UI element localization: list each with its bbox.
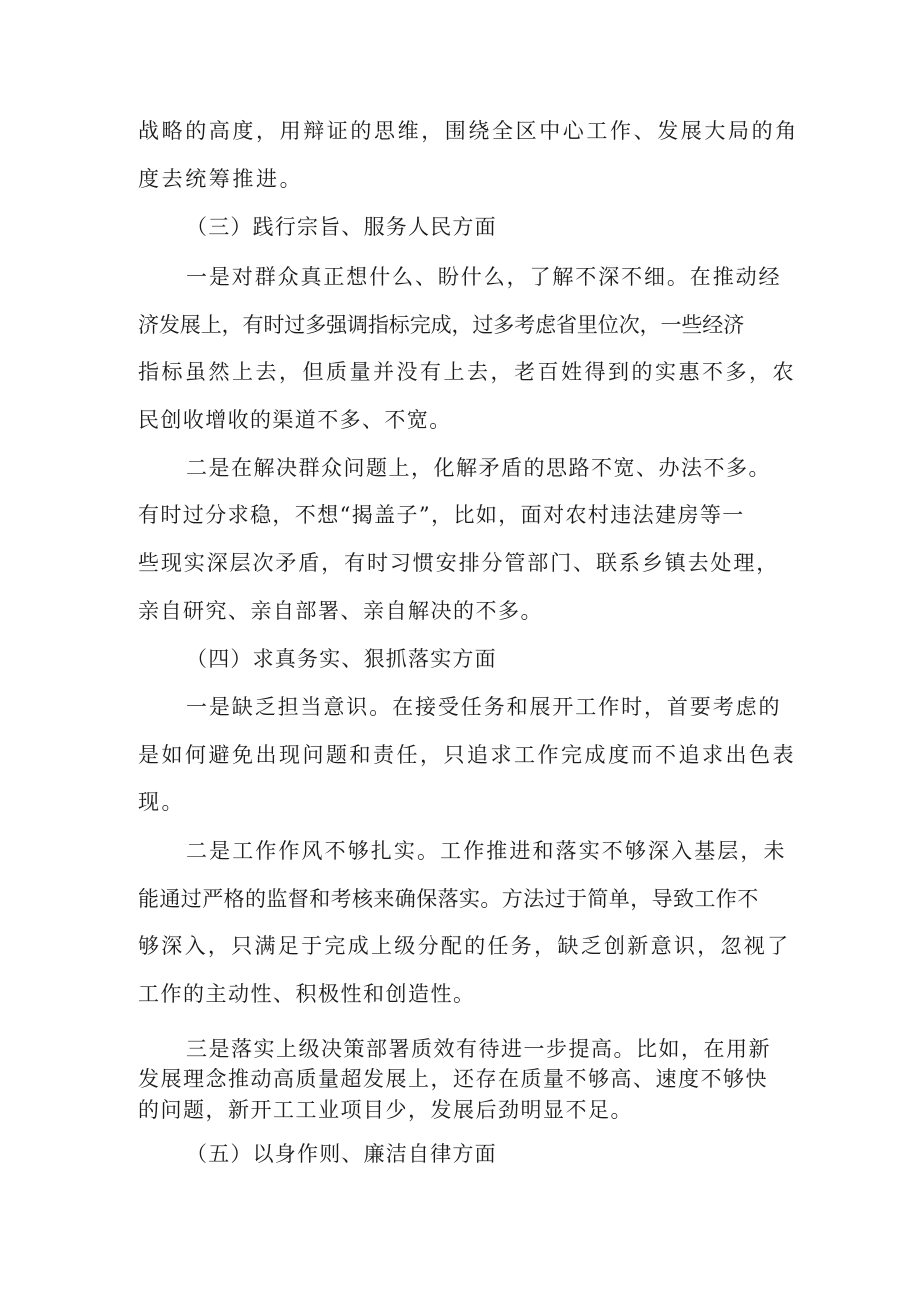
text-line: 指标虽然上去，但质量并没有上去，老百姓得到的实惠不多，农	[138, 360, 796, 384]
text-line: 够深入，只满足于完成上级分配的任务，缺乏创新意识，忽视了	[138, 934, 791, 958]
section-heading-5: （五）以身作则、廉洁自律方面	[186, 1142, 497, 1166]
text-line: 现。	[138, 790, 185, 814]
text-line: 三是落实上级决策部署质效有待进一步提高。比如，在用新	[186, 1037, 771, 1061]
text-line: 亲自研究、亲自部署、亲自解决的不多。	[138, 599, 543, 623]
text-line: 一是对群众真正想什么、盼什么，了解不深不细。在推动经	[186, 265, 782, 289]
text-line: 是如何避免出现问题和责任，只追求工作完成度而不追求出色表	[138, 743, 796, 767]
text-line: 民创收增收的渠道不多、不宽。	[138, 408, 452, 432]
text-line: 工作的主动性、积极性和创造性。	[138, 982, 476, 1006]
text-line: 些现实深层次矛盾，有时习惯安排分管部门、联系乡镇去处理，	[138, 551, 780, 575]
text-line: 一是缺乏担当意识。在接受任务和展开工作时，首要考虑的	[186, 695, 782, 719]
text-line: 有时过分求稳，不想“揭盖子”，比如，面对农村违法建房等一	[138, 503, 745, 527]
text-line: 二是在解决群众问题上，化解矛盾的思路不宽、办法不多。	[186, 456, 771, 480]
section-heading-4: （四）求真务实、狠抓落实方面	[186, 647, 497, 671]
text-line: 度去统筹推进。	[138, 167, 304, 191]
text-line: 战略的高度，用辩证的思维，围绕全区中心工作、发展大局的角	[138, 119, 799, 143]
section-heading-3: （三）践行宗旨、服务人民方面	[186, 215, 497, 239]
text-line: 济发展上，有时过多强调指标完成，过多考虑省里位次，一些经济	[138, 313, 745, 337]
text-line: 的问题，新开工工业项目少，发展后劲明显不足。	[138, 1098, 633, 1122]
text-line: 发展理念推动高质量超发展上，还存在质量不够高、速度不够快	[138, 1067, 768, 1091]
text-line: 能通过严格的监督和考核来确保落实。方法过于简单，导致工作不	[138, 887, 759, 911]
text-line: 二是工作作风不够扎实。工作推进和落实不够深入基层，未	[186, 839, 787, 863]
